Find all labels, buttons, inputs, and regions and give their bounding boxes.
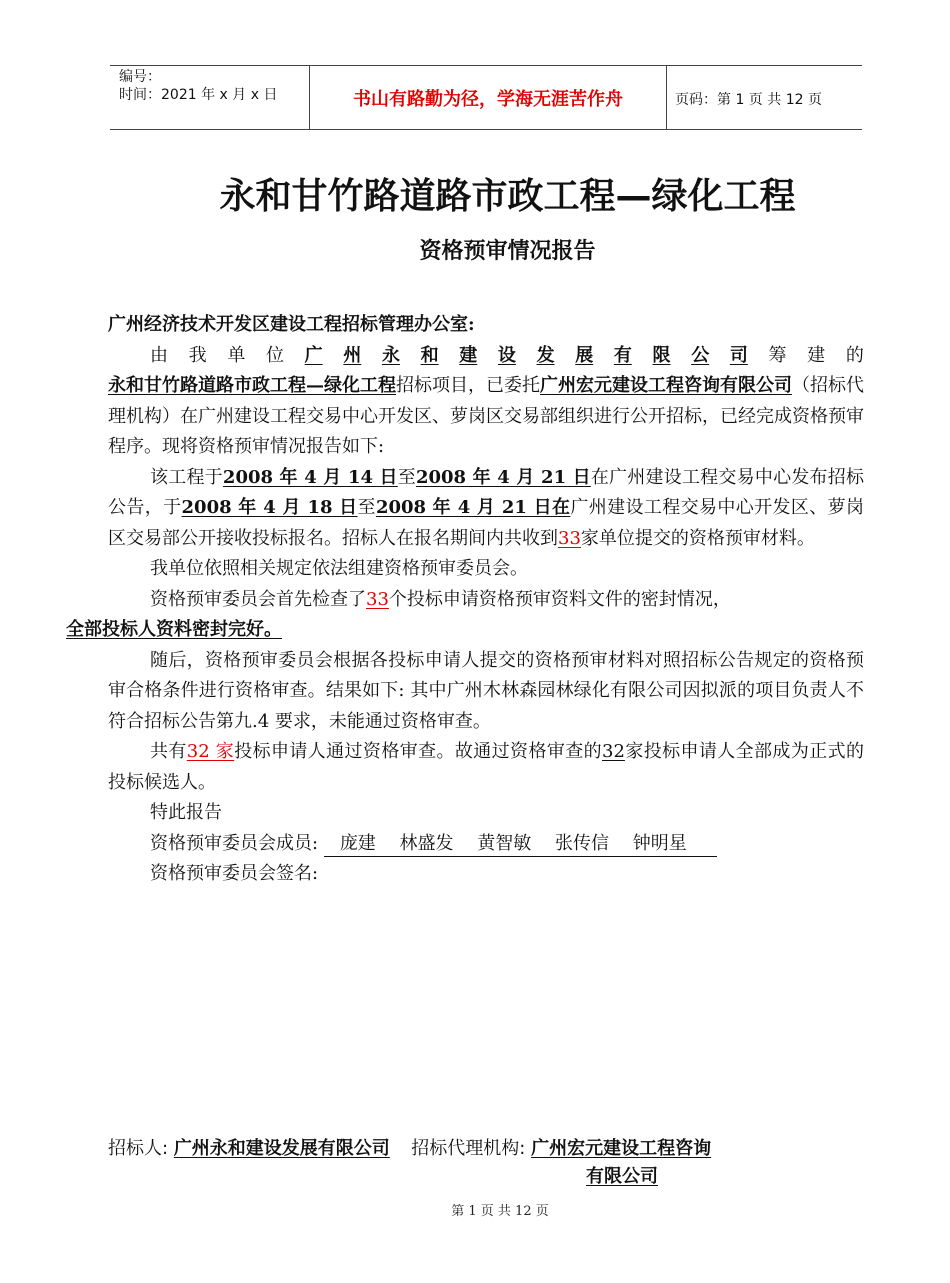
company-char: 司 (729, 344, 748, 366)
date-3: 2008 年 4 月 18 日 (181, 497, 358, 518)
text: 至 (397, 466, 416, 488)
para1-line1 (108, 341, 864, 372)
char: 位 (265, 344, 284, 366)
company-char: 发 (536, 344, 555, 366)
char: 建 (807, 344, 826, 366)
company-char: 广 (304, 344, 323, 366)
text: 投标申请人通过资格审查。故通过资格审查的 (234, 741, 603, 762)
text: 家投标申请人全部成为正式的投标候选人。 (108, 741, 864, 793)
char: 由 (150, 344, 168, 366)
text: 该工程于 (150, 466, 223, 488)
text: 在广州建设工程交易中心发布招标公告，于 (108, 466, 864, 518)
company-char: 展 (575, 344, 594, 366)
footer-signatories (108, 1135, 868, 1187)
page-number: 第 1 页 共 12 页 (451, 1204, 549, 1219)
header-motto: 书山有路勤为径，学海无涯苦作舟 (309, 66, 667, 129)
company-char: 建 (459, 344, 478, 366)
member-name: 钟明星 (632, 832, 687, 854)
text: 至 (357, 497, 376, 518)
text: （招标代理机构）在广州建设工程交易中心开发区、萝岗区交易部组织进行公开招标，已经完成资格预审程序。现将资格预审情况报告如下: (108, 375, 864, 457)
para4 (66, 585, 864, 646)
members-list (324, 832, 717, 857)
para3: 我单位依照相关规定依法组建资格预审委员会。 (150, 558, 528, 579)
report-body (66, 310, 865, 890)
para5: 随后，资格预审委员会根据各投标申请人提交的资格预审材料对照招标公告规定的资格预审合格条件进行资格审查。结果如下: 其中广州木林森园林绿化有限公司因拟派的项目负责人不符合招标公告第九.4 要求，未能通过资格审查。 (108, 649, 864, 732)
agency-name-a: 广州宏元建设工程咨询有 (540, 375, 738, 396)
company-char: 永 (381, 344, 400, 366)
header-page-info: 页码：第 1 页 共 12 页 (675, 92, 822, 108)
date-2: 2008 年 4 月 21 日 (415, 466, 591, 488)
text: 共有 (150, 741, 187, 762)
date-4: 2008 年 4 月 21 日在 (375, 497, 571, 518)
document-title: 永和甘竹路道路市政工程—绿化工程 (219, 176, 796, 217)
addressee: 广州经济技术开发区建设工程招标管理办公室: (108, 314, 475, 335)
tenderer-name: 广州永和建设发展有限公司 (173, 1138, 390, 1159)
serial-label: 编号： (119, 69, 161, 85)
members-line (108, 829, 864, 860)
count-checked: 33 (366, 588, 389, 610)
member-name: 张传信 (555, 832, 610, 854)
para7: 特此报告 (150, 802, 222, 823)
agency-name-b: 限公司 (738, 375, 792, 396)
member-name: 庞建 (339, 832, 376, 854)
text: 资格预审委员会首先检查了 (150, 588, 366, 610)
char: 我 (188, 344, 207, 366)
count-passed: 32 家 (186, 741, 235, 762)
seal-result: 全部投标人资料密封完好。 (66, 619, 282, 640)
header-meta (110, 66, 309, 129)
para1-body (108, 371, 864, 463)
member-name: 林盛发 (399, 832, 454, 854)
para6 (108, 737, 864, 798)
char: 单 (227, 344, 246, 366)
count-received: 33 (558, 527, 581, 549)
document-subtitle: 资格预审情况报告 (419, 239, 596, 264)
text: 家单位提交的资格预审材料。 (580, 527, 815, 549)
date-1: 2008 年 4 月 14 日 (222, 466, 398, 488)
page-header (110, 65, 862, 130)
text: 招标项目，已委托 (396, 375, 540, 396)
member-name: 黄智敏 (477, 832, 532, 854)
members-label: 资格预审委员会成员: (150, 832, 319, 854)
time-label: 时间：2021 年 x 月 x 日 (119, 87, 278, 103)
text: 个投标申请资格预审资料文件的密封情况， (388, 588, 731, 610)
tenderer-label: 招标人: (108, 1138, 169, 1159)
char: 筹 (768, 344, 787, 366)
company-char: 和 (420, 344, 439, 366)
char: 的 (845, 344, 864, 366)
agent-name-b: 有限公司 (586, 1166, 658, 1187)
company-char: 限 (652, 344, 671, 366)
company-char: 有 (613, 344, 632, 366)
signature-line: 资格预审委员会签名: (150, 863, 319, 884)
company-char: 州 (343, 344, 362, 366)
text: 广州建设工程交易中心开发区、萝岗区交易部公开接收投标报名。招标人在报名期间内共收到 (108, 497, 865, 549)
project-name: 永和甘竹路道路市政工程—绿化工程 (108, 375, 396, 396)
agent-name-a: 广州宏元建设工程咨询 (531, 1138, 712, 1159)
agent-label: 招标代理机构: (411, 1138, 526, 1159)
para2 (108, 463, 864, 555)
company-char: 设 (497, 344, 516, 366)
count-passed-2: 32 (602, 741, 625, 762)
company-char: 公 (691, 344, 710, 366)
